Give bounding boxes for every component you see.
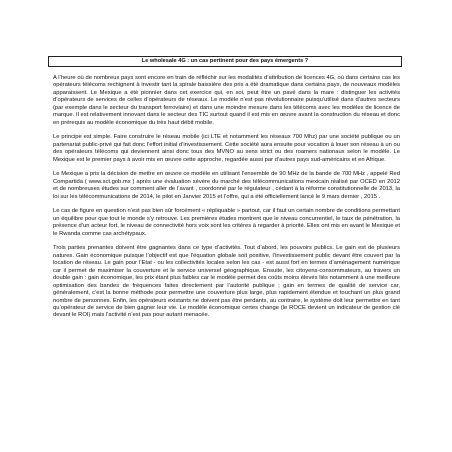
paragraph-conditions: Le cas de figure en question n’est pas bien sûr forcément « répliquable » partout, car il faut un certain nombre de conditions permettant un équilibre pour que tout le monde s’y retrouve. Les premières études montrent que le niveau concurrentiel, le taux de pénétration, la présence d’un acteur fort, le niveau de connectivité hors voix sont les critères à regarder à priorité. Elles ont mis en avant le Mexique et le Rwanda comme cas archétypaux. bbox=[53, 208, 400, 237]
paragraph-principle: Le principe est simple. Faire construire le réseau mobile (ici LTE et notamment les réseaux 700 Mhz) par une société publique ou un partenariat public-privé qui fait donc l’effort initial d’investissement. Cette société aura ensuite pour vocation à louer son réseau à un ou des opérateurs télécoms qui deviennent ainsi donc tous des MVNO au sens strict ou des roamers nationaux selon le modèle. Le Mexique est le premier pays à avoir mis en œuvre cette approche, regardée aussi par d’autres pays sud-américains et en Afrique. bbox=[53, 134, 400, 163]
document-title: Le wholesale 4G : un cas pertinent pour des pays émergents ? bbox=[141, 57, 309, 64]
document-body bbox=[53, 75, 400, 327]
document-title-box bbox=[48, 56, 402, 67]
paragraph-stakeholders: Trois parties prenantes doivent être gagnantes dans ce type d’activités. Tout d’abord, les pouvoirs publics. Le gain est de plusieurs natures. Gain économique puisque l’objectif est que l’équation globale soit positive, l’investissement public devant être couvert par la location de réseau. Le gain pour l’Etat - ou les collectivités locales selon les cas - est aussi fort en termes d’aménagement numérique car il permet de maximiser la couverture et le service universel géographique. Ensuite, les citoyens-consommateurs, au travers un double gain : gain économique, les prix étant plus faibles car le modèle permet des coûts moins élevés liés notamment à une meilleure optimisation des bandes de fréquences faites directement par l’autorité publique ; gain en termes de qualité de service car, généralement, c’est la bonne méthode pour permettre une couverture plus large, plus rapidement étendue et touchant un plus grand nombre de personnes. Enfin, les opérateurs existants ne doivent pas être perdants, au contraire, le système doit leur permettre en tant qu’opérateur de service de bien gagner leur vie. Le modèle économique certes change (le ROCE devient un indicateur de gestion clé devant le ROI) mais l’activité n’est pas pour autant menacée. bbox=[53, 245, 400, 319]
paragraph-intro: A l’heure où de nombreux pays sont encore en train de réfléchir sur les modalités d’attribution de licences 4G, où dans certains cas les opérateurs télécoms rechignent à investir tant la spirale baissière des prix a été dramatique dans certains pays, de nouveaux modèles apparaissent. Le Mexique a été pionnier dans cet exercice qui, en soi, peut être un pavé dans la mare : distinguer les activités d’opérateurs de services de celles d’opérateurs de réseaux. Le modèle n’est pas révolutionnaire puisqu’utilisé dans d’autres secteurs (par exemple dans le secteur du transport ferroviaire) et dans une moindre mesure dans les télécoms avec les modèles de licence de marque. Il est relativement innovant dans le secteur des TIC surtout quand il est mis en œuvre avant la construction du réseau et donc en prérequis au modèle économique du très haut débit mobile. bbox=[53, 75, 400, 126]
paragraph-mexico: Le Mexique a pris la décision de mettre en œuvre ce modèle en utilisant l’ensemble de 90 MHz de la bande de 700 MHz , appelé Red Compartida ( www.sct.gob.mx ) après une évaluation sévère du marché des télécommunications mexicain réalisé par OCED en 2012 et de nombreuses études sur comment aller de l’avant , coordonné par le régulateur , cédant à la réforme constitutionnelle de 2013, la loi sur les télécommunications de 2014, le pilot en Janvier 2015 et l’offre, qui a été officiellement lancé le 9 mars dernier , 2015 . bbox=[53, 171, 400, 200]
